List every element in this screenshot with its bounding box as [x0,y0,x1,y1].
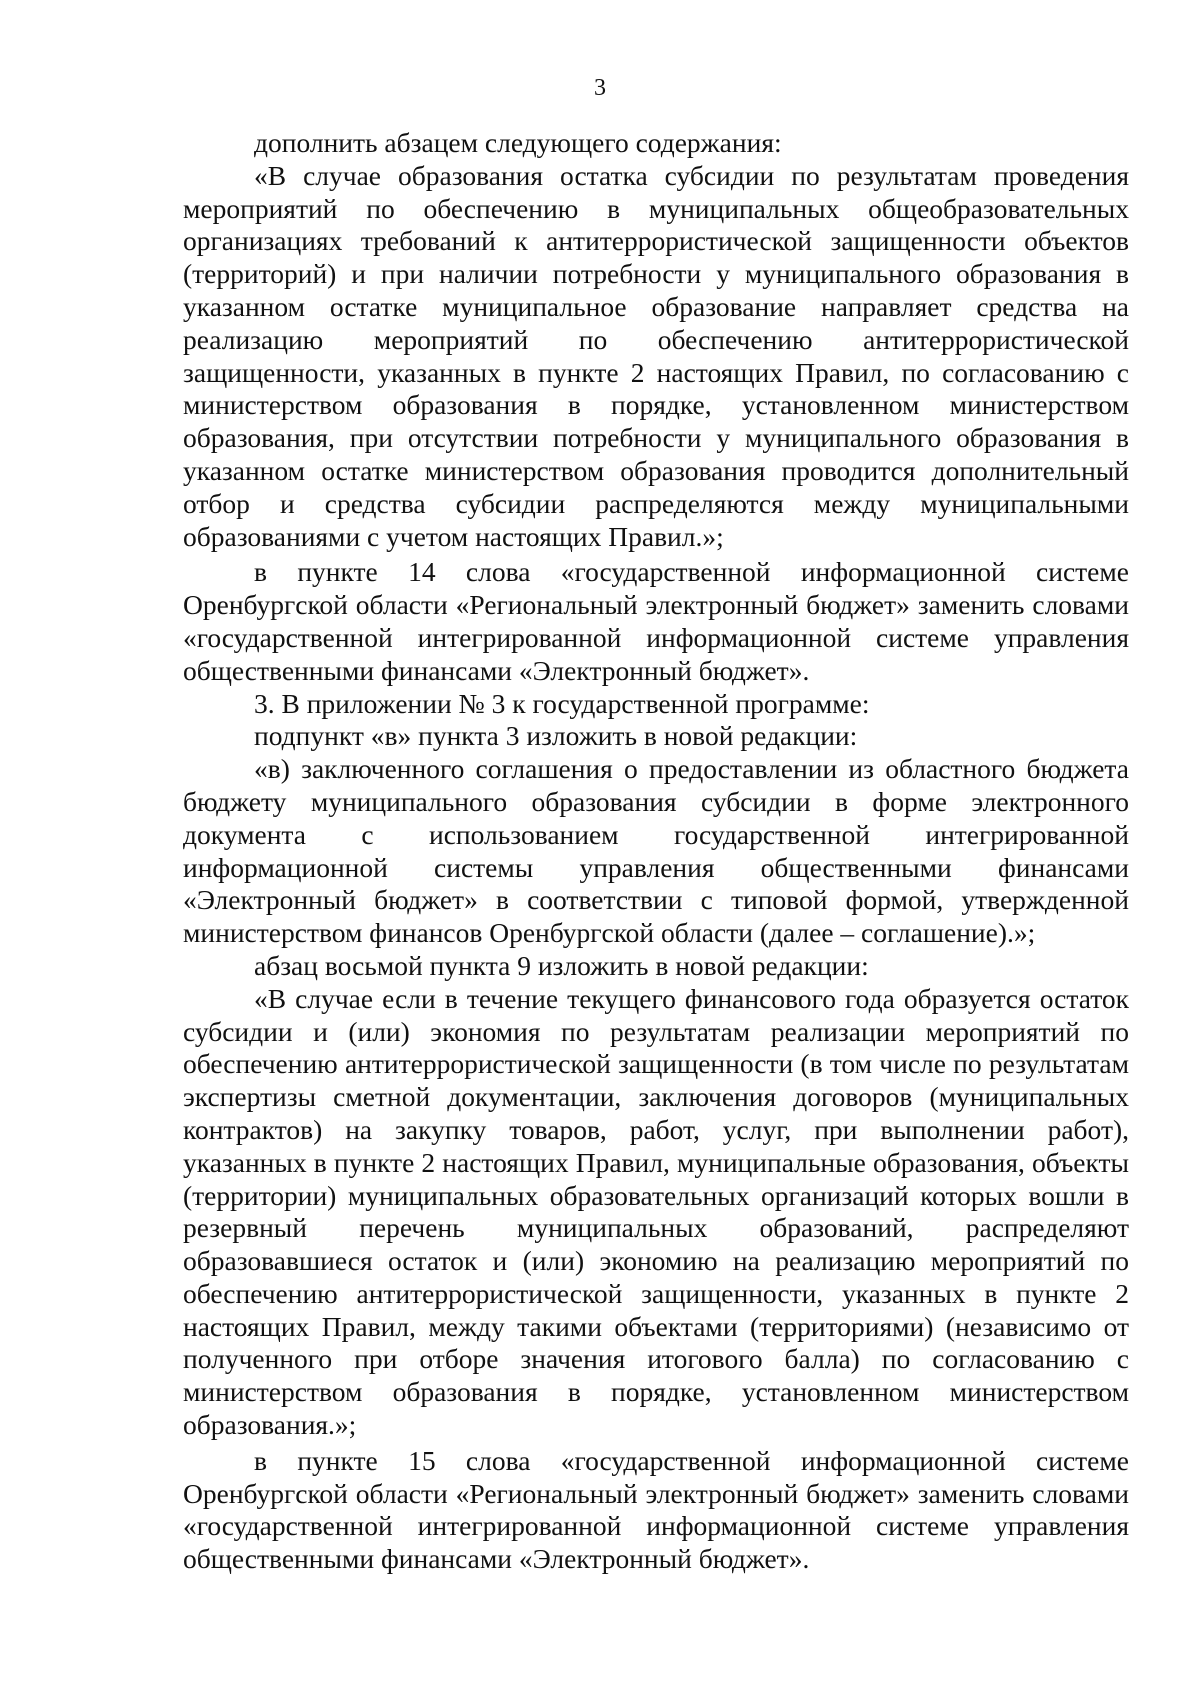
paragraph: 3. В приложении № 3 к государственной программе: [254,687,870,719]
paragraph: «В случае если в течение текущего финансового года образуется остаток субсидии и (или) экономия по результатам реализации мероприятий по обеспечению антитеррористической защищенности (в том числе по результатам экспертизы сметной документации, заключения договоров (муниципальных контрактов) на закупку товаров, работ, услуг, при выполнении работ), указанных в пункте 2 настоящих Правил, муниципальные образования, объекты (территории) муниципальных образовательных организаций которых вошли в резервный перечень муниципальных образований, распределяют образовавшиеся остаток и (или) экономию на реализацию мероприятий по обеспечению антитеррористической защищенности, указанных в пункте 2 настоящих Правил, между такими объектами (территориями) (независимо от полученного при отборе значения итогового балла) по согласованию с министерством образования в порядке, установленном министерством образования.»; [183,982,1129,1441]
paragraph: подпункт «в» пункта 3 изложить в новой редакции: [254,720,858,752]
paragraph: «в) заключенного соглашения о предоставлении из областного бюджета бюджету муниципального образования субсидии в форме электронного документа с использованием государственной интегрированной информационной системы управления общественными финансами «Электронный бюджет» в соответствии с типовой формой, утвержденной министерством финансов Оренбургской области (далее – соглашение).»; [183,753,1129,949]
paragraph: «В случае образования остатка субсидии по результатам проведения мероприятий по обеспечению в муниципальных общеобразовательных организациях требований к антитеррористической защищенности объектов (территорий) и при наличии потребности у муниципального образования в указанном остатке муниципальное образование направляет средства на реализацию мероприятий по обеспечению антитеррористической защищенности, указанных в пункте 2 настоящих Правил, по согласованию с министерством образования в порядке, установленном министерством образования, при отсутствии потребности у муниципального образования в указанном остатке министерством образования проводится дополнительный отбор и средства субсидии распределяются между муниципальными образованиями с учетом настоящих Правил.»; [183,159,1129,552]
document-body [183,127,1129,1576]
page-number: 3 [594,75,606,101]
paragraph: абзац восьмой пункта 9 изложить в новой редакции: [254,949,869,981]
paragraph: дополнить абзацем следующего содержания: [254,127,782,158]
paragraph: в пункте 14 слова «государственной информационной системе Оренбургской области «Региональный электронный бюджет» заменить словами «государственной интегрированной информационной системе управления общественными финансами «Электронный бюджет». [183,556,1129,686]
paragraph: в пункте 15 слова «государственной информационной системе Оренбургской области «Региональный электронный бюджет» заменить словами «государственной интегрированной информационной системе управления общественными финансами «Электронный бюджет». [183,1444,1129,1575]
